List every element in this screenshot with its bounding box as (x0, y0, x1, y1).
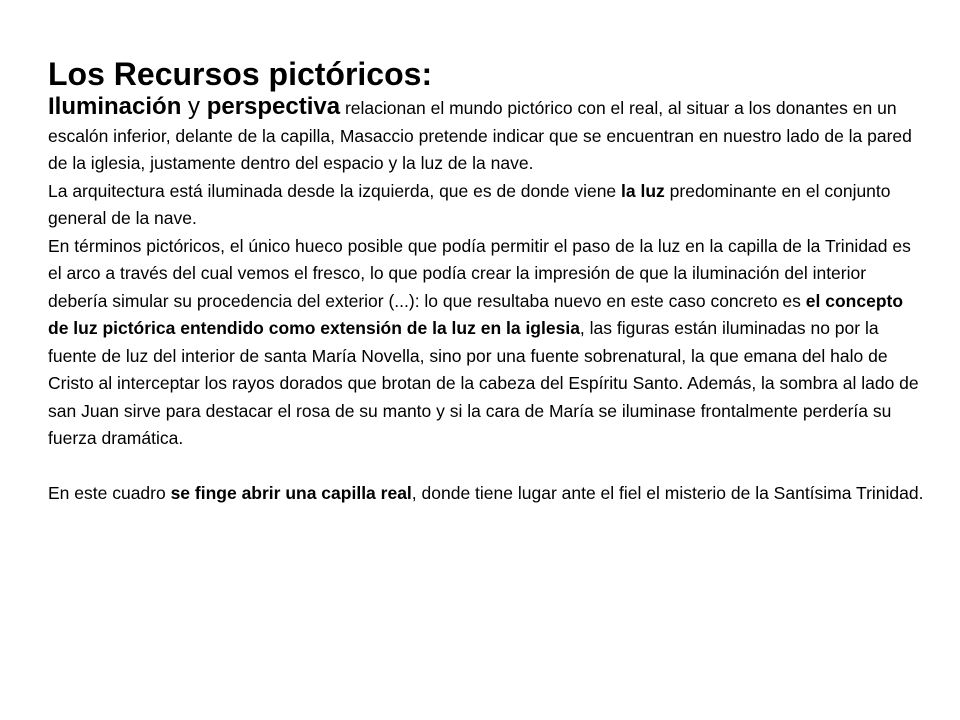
term-iluminacion: Iluminación (48, 93, 182, 120)
conjunction-y: y (181, 93, 207, 120)
paragraph-4-text-before: En este cuadro (48, 483, 171, 503)
slide-title: Los Recursos pictóricos: (48, 56, 433, 92)
paragraph-2-bold: la luz (621, 180, 665, 201)
paragraph-2-text-after: predominante en el conjunto general de la nave. (48, 180, 891, 228)
paragraph-architecture-light (48, 178, 928, 233)
slide-content (48, 55, 928, 508)
paragraph-real-chapel (48, 480, 928, 508)
paragraph-lighting-perspective (48, 93, 928, 178)
paragraph-2-text-before: La arquitectura está iluminada desde la izquierda, que es de donde viene (48, 180, 622, 201)
paragraph-3-text-before: En términos pictóricos, el único hueco posible que podía permitir el paso de la luz en la capilla de la Trinidad es el arco a través del cual vemos el fresco, lo que podía crear la impresión de que la iluminación del interior debería simular su procedencia del exterior (...): lo que resultaba nuevo en este caso concreto es (48, 235, 911, 311)
paragraph-1-text: relacionan el mundo pictórico con el real, al situar a los donantes en un escalón inferior, delante de la capilla, Masaccio pretende indicar que se encuentran en nuestro lado de la pared de la iglesia, justamente dentro del espacio y la luz de la nave. (48, 98, 912, 173)
paragraph-spacer (48, 453, 928, 481)
paragraph-4-bold: se finge abrir una capilla real (170, 483, 412, 503)
paragraph-3-bold: el concepto de luz pictórica entendido como extensión de la luz en la iglesia (48, 290, 904, 338)
term-perspectiva: perspectiva (206, 93, 341, 120)
paragraph-4-text-after: , donde tiene lugar ante el fiel el misterio de la Santísima Trinidad. (411, 483, 924, 503)
paragraph-pictorial-terms (48, 233, 928, 453)
paragraph-3-text-after: , las figuras están iluminadas no por la fuente de luz del interior de santa María Novella, sino por una fuente sobrenatural, la que emana del halo de Cristo al interceptar los rayos dorados que brotan de la cabeza del Espíritu Santo. Además, la sombra al lado de san Juan sirve para destacar el rosa de su manto y si la cara de María se iluminase frontalmente perdería su fuerza dramática. (48, 318, 919, 448)
